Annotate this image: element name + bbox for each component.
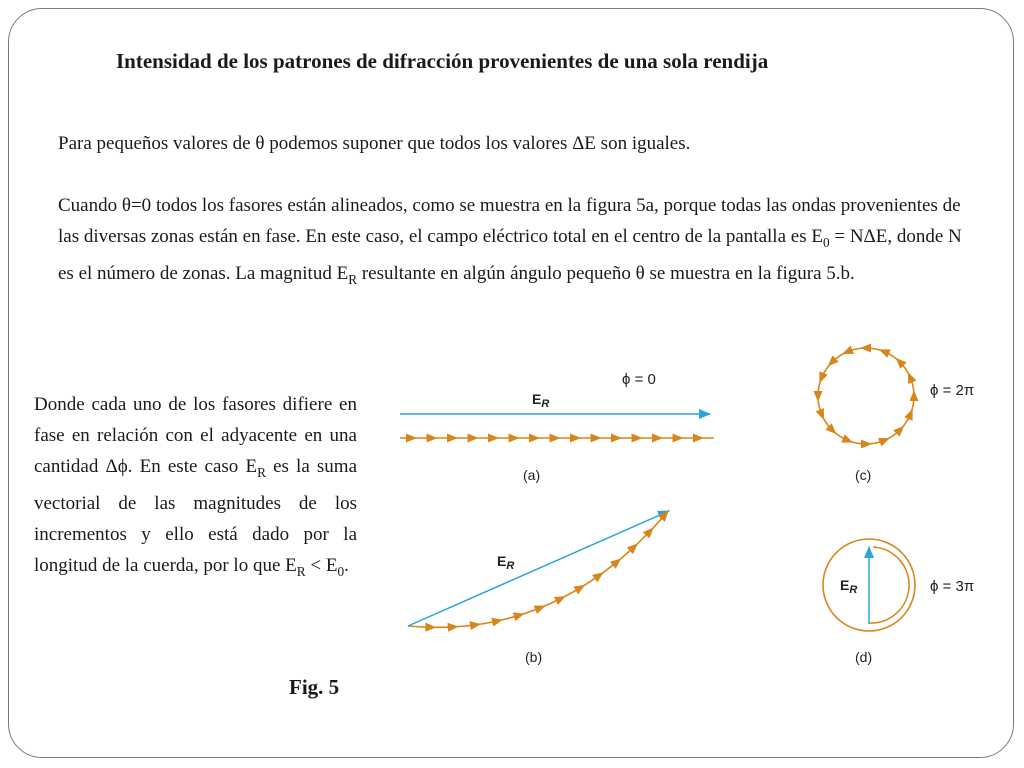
phasor-arrowhead	[693, 434, 704, 443]
phasor-arrowhead	[652, 434, 663, 443]
phasor-arrowhead	[534, 601, 548, 613]
phasor-arrowhead	[425, 623, 436, 632]
p1-text-b: podemos suponer que todos los valores	[264, 133, 573, 154]
side-sub-r: R	[257, 464, 266, 480]
phasor-arrowhead	[592, 569, 606, 583]
side-dphi: Δϕ	[105, 456, 128, 477]
phasor-arrowhead	[673, 434, 684, 443]
slide-title: Intensidad de los patrones de difracción provenientes de una sola rendija	[116, 49, 769, 73]
panel-b-er-label: $E_R$	[497, 553, 515, 572]
panel-a	[400, 371, 714, 483]
phasor-arrowhead	[840, 346, 854, 359]
phasor-arrowhead	[815, 371, 828, 385]
phasor-arrowhead	[910, 390, 919, 401]
panel-a-phasor-arrows	[406, 434, 704, 443]
side-sub-0: 0	[337, 563, 345, 579]
phasor-arrowhead	[841, 434, 855, 447]
phasor-arrowhead	[488, 434, 499, 443]
panel-d-label: (d)	[855, 649, 873, 665]
p1-text-a: Para pequeños valores de	[58, 133, 256, 154]
panel-c-label: (c)	[855, 467, 872, 483]
panel-d-phi-label: ϕ = 3π	[930, 578, 975, 595]
p1-theta: θ	[255, 133, 265, 154]
phasor-arrowhead	[860, 344, 871, 353]
figure-caption: Fig. 5	[289, 675, 340, 699]
side-text-d: < E	[305, 554, 338, 576]
phasor-arrowhead	[427, 434, 438, 443]
panel-b-label: (b)	[525, 649, 543, 665]
phasor-arrowhead	[513, 609, 526, 621]
panel-c-phi-label: ϕ = 2π	[930, 382, 975, 399]
panel-c	[814, 344, 975, 484]
phasor-arrowhead	[814, 391, 823, 402]
panel-a-er-label: $E_R$	[532, 391, 550, 410]
phasor-arrowhead	[529, 434, 540, 443]
panel-d-inner-arc	[869, 547, 909, 623]
side-text-b: . En este caso E	[127, 456, 258, 477]
phasor-arrowhead	[468, 434, 479, 443]
phasor-arrowhead	[573, 581, 587, 594]
side-text-a: Donde cada uno de los fasores difiere en fase en relación con el adyacente en una cantidad	[34, 394, 357, 477]
p2-sub-0: 0	[822, 234, 830, 250]
phasor-arrowhead	[406, 434, 417, 443]
phasor-arrowhead	[570, 434, 581, 443]
side-text-c: es la suma vectorial de las magnitudes de los incrementos y ello está dado por la longitud de la cuerda, por lo que E	[34, 456, 357, 576]
phasor-arrowhead	[816, 408, 829, 422]
phasor-arrowhead	[591, 434, 602, 443]
panel-b	[408, 508, 672, 665]
phasor-arrowhead	[611, 434, 622, 443]
p2-text-a: Cuando	[58, 195, 122, 216]
phasor-arrowhead	[904, 370, 917, 384]
p2-text-e: se muestra en la figura 5.b.	[644, 262, 855, 284]
p2-text-d: resultante en algún ángulo pequeño	[357, 262, 636, 284]
p1-text-c: son iguales.	[595, 133, 691, 154]
phasor-arrowhead	[448, 622, 459, 632]
phasor-arrowhead	[447, 434, 458, 443]
p2-text-b: todos los fasores están alineados, como se muestra en la figura 5a, porque todas las ondas provenientes de las diversas zonas están en fase. En este caso, el campo eléctrico total en el centro de la pantalla es E	[58, 195, 961, 247]
side-text-e: .	[344, 554, 349, 576]
p2-sub-r: R	[348, 271, 358, 287]
phasor-arrowhead	[554, 592, 568, 605]
panel-c-phasor-arrows	[814, 344, 919, 449]
phasor-arrowhead	[491, 615, 504, 626]
phasor-arrowhead	[904, 407, 917, 421]
p1-delta-e: ΔE	[572, 133, 596, 154]
phasor-arrowhead	[632, 434, 643, 443]
side-sub-r2: R	[296, 563, 306, 579]
phasor-arrowhead	[861, 440, 872, 449]
phasor-arrowhead	[509, 434, 520, 443]
p2-theta-zero: θ=0	[121, 195, 152, 216]
panel-d-er-label: $E_R$	[840, 577, 858, 596]
panel-a-phi-label: ϕ = 0	[622, 371, 656, 388]
phasor-arrowhead	[550, 434, 561, 443]
phasor-arrowhead	[878, 434, 892, 447]
phasor-arrowhead	[877, 345, 891, 358]
panel-d	[823, 539, 974, 665]
p2-text-c: = NΔE, donde N es el número de zonas. La magnitud E	[58, 226, 962, 284]
p2-theta: θ	[635, 262, 645, 284]
panel-a-label: (a)	[523, 467, 541, 483]
